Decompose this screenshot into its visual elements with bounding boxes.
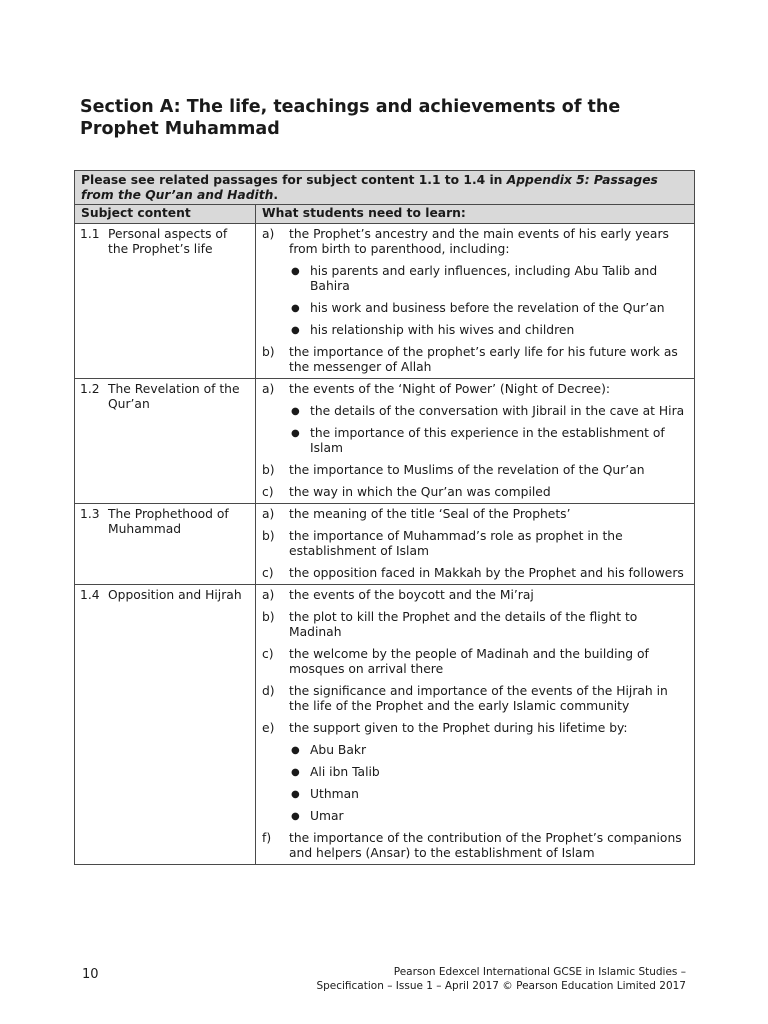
- section-title: Section A: The life, teachings and achievements of the Prophet Muhammad: [80, 97, 621, 139]
- learning-item: [262, 647, 688, 677]
- learning-item: [262, 588, 688, 603]
- bullet-item: [262, 809, 688, 824]
- item-text: the welcome by the people of Madinah and the building of mosques on arrival there: [289, 647, 649, 676]
- bullet-item: [262, 426, 688, 456]
- bullet-item: [262, 787, 688, 802]
- subject-title: The Prophethood of Muhammad: [108, 507, 229, 536]
- subject-entry: [80, 507, 251, 537]
- bullet-text: the importance of this experience in the establishment of Islam: [310, 426, 665, 455]
- item-letter: a): [262, 507, 275, 521]
- subject-entry: [80, 227, 251, 257]
- learning-item: [262, 831, 688, 861]
- related-passages-note: [75, 171, 695, 205]
- subject-content-table: [74, 170, 695, 865]
- bullet-text: his relationship with his wives and children: [310, 323, 575, 337]
- note-suffix: .: [273, 188, 279, 202]
- bullet-text: Abu Bakr: [310, 743, 367, 757]
- learning-cell: [256, 504, 695, 585]
- learning-item: [262, 463, 688, 478]
- item-letter: c): [262, 485, 274, 499]
- appendix-reference: Appendix 5: Passages from the Qur’an and Hadith: [81, 173, 658, 202]
- item-text: the plot to kill the Prophet and the details of the flight to Madinah: [289, 610, 638, 639]
- item-text: the way in which the Qur’an was compiled: [289, 485, 551, 499]
- subject-cell: [75, 224, 256, 379]
- bullet-item: [262, 743, 688, 758]
- item-letter: c): [262, 647, 274, 661]
- item-letter: b): [262, 463, 275, 477]
- bullet-text: Umar: [310, 809, 344, 823]
- item-text: the meaning of the title ‘Seal of the Prophets’: [289, 507, 571, 521]
- table-header-row: [75, 205, 695, 224]
- learning-cell: [256, 224, 695, 379]
- learning-item: [262, 610, 688, 640]
- bullet-icon: ●: [291, 303, 300, 314]
- item-letter: e): [262, 721, 275, 735]
- item-text: the opposition faced in Makkah by the Prophet and his followers: [289, 566, 684, 580]
- item-text: the importance to Muslims of the revelation of the Qur’an: [289, 463, 645, 477]
- item-letter: b): [262, 610, 275, 624]
- bullet-icon: ●: [291, 811, 300, 822]
- learning-item: [262, 485, 688, 500]
- learning-item: [262, 227, 688, 257]
- what-students-learn-header: What students need to learn:: [256, 205, 695, 224]
- table-row: [75, 504, 695, 585]
- learning-item: [262, 382, 688, 397]
- bullet-text: the details of the conversation with Jibrail in the cave at Hira: [310, 404, 685, 418]
- subject-entry: [80, 382, 251, 412]
- item-text: the significance and importance of the events of the Hijrah in the life of the Prophet and the early Islamic community: [289, 684, 668, 713]
- bullet-text: Uthman: [310, 787, 359, 801]
- learning-item: [262, 721, 688, 736]
- bullet-icon: ●: [291, 406, 300, 417]
- bullet-icon: ●: [291, 745, 300, 756]
- bullet-item: [262, 765, 688, 780]
- learning-cell: [256, 379, 695, 504]
- item-letter: a): [262, 382, 275, 396]
- subject-number: 1.4: [80, 588, 100, 602]
- item-letter: d): [262, 684, 275, 698]
- bullet-text: his work and business before the revelation of the Qur’an: [310, 301, 665, 315]
- bullet-icon: ●: [291, 789, 300, 800]
- item-letter: a): [262, 588, 275, 602]
- bullet-item: [262, 404, 688, 419]
- item-text: the events of the ‘Night of Power’ (Night of Decree):: [289, 382, 611, 396]
- item-letter: b): [262, 345, 275, 359]
- subject-title: The Revelation of the Qur’an: [108, 382, 240, 411]
- subject-cell: [75, 504, 256, 585]
- subject-cell: [75, 585, 256, 865]
- learning-item: [262, 684, 688, 714]
- learning-item: [262, 507, 688, 522]
- learning-item: [262, 345, 688, 375]
- item-letter: a): [262, 227, 275, 241]
- table-row: [75, 585, 695, 865]
- subject-number: 1.3: [80, 507, 100, 521]
- item-letter: f): [262, 831, 272, 845]
- bullet-icon: ●: [291, 428, 300, 439]
- bullet-icon: ●: [291, 767, 300, 778]
- subject-cell: [75, 379, 256, 504]
- footer-text: [316, 965, 686, 993]
- bullet-item: [262, 301, 688, 316]
- bullet-text: Ali ibn Talib: [310, 765, 380, 779]
- item-text: the events of the boycott and the Mi’raj: [289, 588, 534, 602]
- footer-line-1: Pearson Edexcel International GCSE in Islamic Studies –: [393, 966, 686, 978]
- learning-item: [262, 566, 688, 581]
- item-text: the importance of the prophet’s early life for his future work as the messenger of Allah: [289, 345, 678, 374]
- item-letter: b): [262, 529, 275, 543]
- item-text: the importance of the contribution of the Prophet’s companions and helpers (Ansar) to the establishment of Islam: [289, 831, 682, 860]
- subject-title: Opposition and Hijrah: [108, 588, 242, 602]
- footer-line-2: Specification – Issue 1 – April 2017 © Pearson Education Limited 2017: [316, 980, 686, 992]
- bullet-text: his parents and early influences, including Abu Talib and Bahira: [310, 264, 658, 293]
- note-prefix: Please see related passages for subject content 1.1 to 1.4 in: [81, 173, 507, 187]
- subject-title: Personal aspects of the Prophet’s life: [108, 227, 228, 256]
- subject-content-header: Subject content: [75, 205, 256, 224]
- bullet-item: [262, 323, 688, 338]
- bullet-icon: ●: [291, 325, 300, 336]
- bullet-item: [262, 264, 688, 294]
- subject-number: 1.1: [80, 227, 100, 241]
- table-row: [75, 379, 695, 504]
- learning-item: [262, 529, 688, 559]
- learning-cell: [256, 585, 695, 865]
- page-number: 10: [82, 967, 99, 982]
- subject-entry: [80, 588, 251, 603]
- table-body: [75, 224, 695, 865]
- item-letter: c): [262, 566, 274, 580]
- item-text: the importance of Muhammad’s role as prophet in the establishment of Islam: [289, 529, 623, 558]
- item-text: the support given to the Prophet during his lifetime by:: [289, 721, 628, 735]
- bullet-icon: ●: [291, 266, 300, 277]
- subject-number: 1.2: [80, 382, 100, 396]
- table-row: [75, 224, 695, 379]
- item-text: the Prophet’s ancestry and the main events of his early years from birth to parenthood, including:: [289, 227, 669, 256]
